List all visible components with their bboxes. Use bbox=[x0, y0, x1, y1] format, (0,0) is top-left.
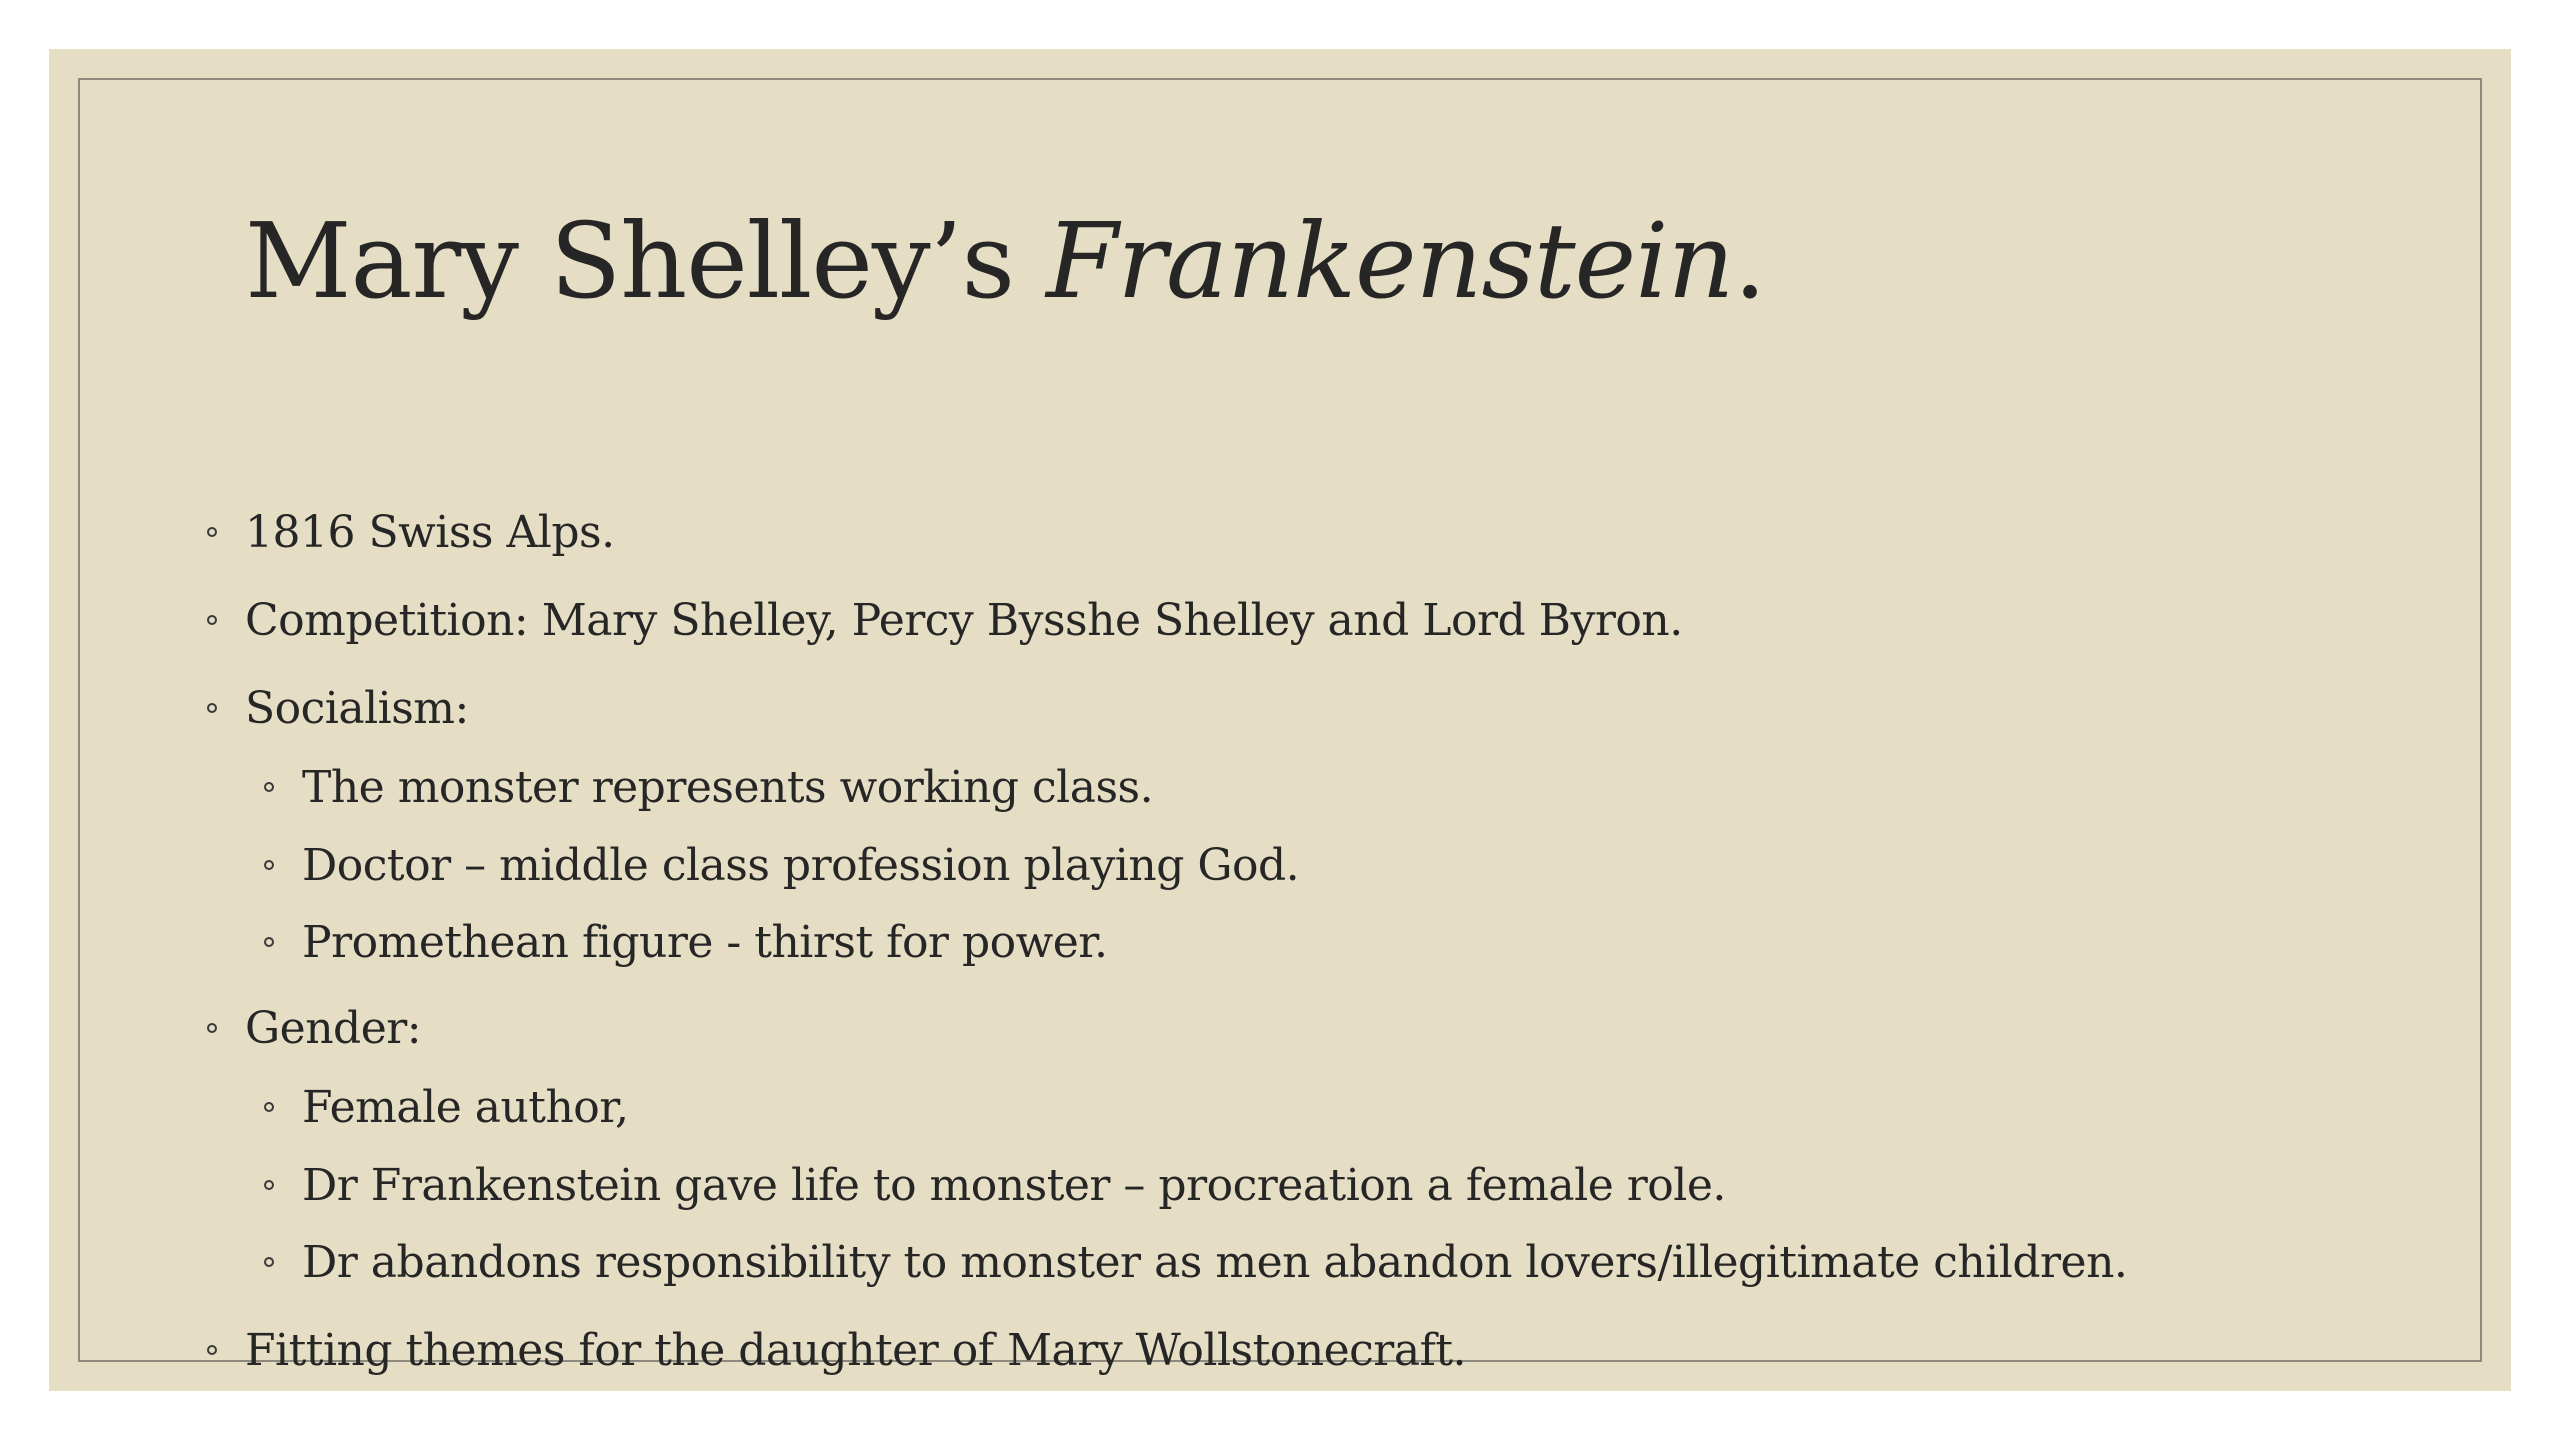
sub-bullet-item bbox=[302, 1082, 629, 1133]
bullet-text: Dr abandons responsibility to monster as men abandon lovers/illegitimate children. bbox=[302, 1237, 2128, 1288]
bullet-text: Promethean figure - thirst for power. bbox=[302, 917, 1108, 968]
bullet-item bbox=[245, 683, 469, 734]
title-italic: Frankenstein bbox=[1046, 200, 1734, 322]
bullet-circle-icon bbox=[207, 703, 217, 713]
bullet-item bbox=[245, 1003, 422, 1054]
bullet-circle-icon bbox=[264, 1102, 274, 1112]
bullet-text: Gender: bbox=[245, 1003, 422, 1054]
bullet-text: Female author, bbox=[302, 1082, 629, 1133]
sub-bullet-item bbox=[302, 762, 1154, 813]
sub-bullet-item bbox=[302, 1160, 1726, 1211]
title-plain: Mary Shelley’s bbox=[245, 200, 1047, 322]
bullet-circle-icon bbox=[207, 527, 217, 537]
bullet-item bbox=[245, 595, 1683, 646]
bullet-text: The monster represents working class. bbox=[302, 762, 1154, 813]
bullet-item bbox=[245, 1325, 1467, 1376]
bullet-text: 1816 Swiss Alps. bbox=[245, 507, 615, 558]
slide-title bbox=[245, 199, 1766, 324]
bullet-text: Fitting themes for the daughter of Mary Wollstonecraft. bbox=[245, 1325, 1467, 1376]
bullet-item bbox=[245, 507, 615, 558]
sub-bullet-item bbox=[302, 917, 1108, 968]
bullet-text: Doctor – middle class profession playing God. bbox=[302, 840, 1300, 891]
bullet-text: Dr Frankenstein gave life to monster – procreation a female role. bbox=[302, 1160, 1726, 1211]
sub-bullet-item bbox=[302, 840, 1300, 891]
bullet-text: Socialism: bbox=[245, 683, 469, 734]
bullet-circle-icon bbox=[264, 937, 274, 947]
bullet-circle-icon bbox=[264, 782, 274, 792]
bullet-circle-icon bbox=[207, 615, 217, 625]
bullet-text: Competition: Mary Shelley, Percy Bysshe Shelley and Lord Byron. bbox=[245, 595, 1683, 646]
bullet-circle-icon bbox=[207, 1023, 217, 1033]
title-end: . bbox=[1733, 200, 1766, 322]
bullet-circle-icon bbox=[264, 860, 274, 870]
slide bbox=[49, 49, 2511, 1391]
sub-bullet-item bbox=[302, 1237, 2128, 1288]
bullet-circle-icon bbox=[207, 1345, 217, 1355]
bullet-circle-icon bbox=[264, 1180, 274, 1190]
bullet-circle-icon bbox=[264, 1257, 274, 1267]
